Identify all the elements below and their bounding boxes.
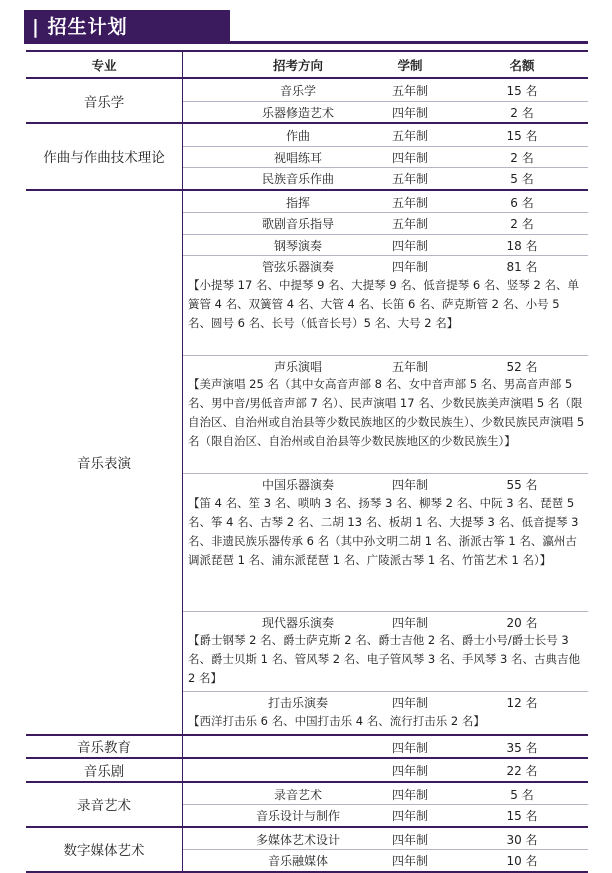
quota-cell: 15 名: [506, 84, 538, 98]
row-divider: [183, 101, 588, 102]
note-text: 【西洋打击乐 6 名、中国打击乐 4 名、流行打击乐 2 名】: [188, 713, 485, 728]
direction-cell: 打击乐演奏: [267, 696, 328, 710]
header-quota: 名额: [509, 58, 535, 73]
direction-cell: 管弦乐器演奏: [261, 260, 334, 274]
quota-cell: 81 名: [506, 260, 538, 274]
quota-cell: 12 名: [506, 696, 538, 710]
table-header-row: [26, 50, 588, 78]
note-text: 【笛 4 名、笙 3 名、唢呐 3 名、扬琴 3 名、柳琴 2 名、中阮 3 名、琵琶 5 名、筝 4 名、古琴 2 名、二胡 13 名、板胡 1 名、大提琴 3 名、低音提琴 3 名、非遗民族乐器传承 6 名（其中孙文明二胡 1 名、浙派古筝 1 名、瀛州古调派琵琶 1 名、浦东派琵琶 1 名、广陵派古琴 1 名、竹笛艺术 1 名）】: [188, 495, 579, 567]
duration-cell: 四年制: [391, 150, 428, 165]
direction-cell: 乐器修造艺术: [261, 105, 334, 120]
direction-cell: 民族音乐作曲: [261, 172, 334, 186]
direction-cell: 视唱练耳: [273, 150, 322, 165]
quota-cell: 30 名: [506, 832, 538, 847]
direction-cell: 现代器乐演奏: [261, 615, 334, 630]
row-divider: [183, 234, 588, 235]
direction-cell: 音乐融媒体: [267, 854, 328, 868]
duration-cell: 四年制: [391, 238, 428, 253]
row-divider: [183, 473, 588, 474]
section-title-text: 招生计划: [47, 16, 128, 38]
duration-cell: 四年制: [391, 105, 428, 120]
duration-cell: 四年制: [391, 260, 428, 274]
quota-cell: 20 名: [506, 615, 538, 630]
duration-cell: 五年制: [391, 359, 428, 374]
quota-cell: 6 名: [510, 195, 534, 210]
major-cell: 音乐剧: [83, 763, 125, 780]
direction-cell: 指挥: [285, 195, 310, 210]
header-top-rule: [26, 50, 588, 52]
header-duration: 学制: [397, 58, 423, 73]
duration-cell: 五年制: [391, 84, 428, 98]
row-divider: [183, 146, 588, 147]
duration-cell: 四年制: [391, 832, 428, 847]
duration-cell: 四年制: [391, 764, 428, 778]
direction-cell: 钢琴演奏: [273, 238, 322, 253]
duration-cell: 四年制: [391, 615, 428, 630]
direction-cell: 多媒体艺术设计: [255, 832, 340, 847]
major-cell: 作曲与作曲技术理论: [43, 150, 165, 167]
major-cell: 音乐学: [83, 94, 125, 111]
note-text: 【美声演唱 25 名（其中女高音声部 8 名、女中音声部 5 名、男高音声部 5 名、男中音/男低音声部 7 名）、民声演唱 17 名、少数民族美声演唱 5 名（限自治区、自治州或自治县等少数民族地区的少数民族生）、少数民族民声演唱 5 名（限自治区、自治州或自治县等少数民族地区的少数民族生）】: [188, 377, 585, 448]
direction-cell: 音乐设计与制作: [255, 809, 340, 823]
direction-cell: 歌剧音乐指导: [261, 217, 334, 231]
row-divider: [183, 212, 588, 213]
duration-cell: 五年制: [391, 172, 428, 186]
direction-cell: 中国乐器演奏: [261, 478, 334, 492]
quota-cell: 10 名: [506, 854, 538, 868]
direction-cell: 声乐演唱: [273, 359, 322, 374]
header-direction: 招考方向: [272, 58, 323, 73]
row-divider: [183, 167, 588, 168]
row-divider: [183, 804, 588, 805]
quota-cell: 2 名: [510, 217, 534, 231]
quota-cell: 5 名: [510, 172, 534, 186]
row-divider: [183, 611, 588, 612]
group-rule: [26, 871, 588, 873]
quota-cell: 35 名: [506, 740, 538, 755]
major-cell: 数字媒体艺术: [63, 843, 145, 859]
quota-cell: 22 名: [506, 764, 538, 778]
duration-cell: 四年制: [391, 740, 428, 755]
major-cell: 录音艺术: [77, 798, 131, 814]
header-major: 专业: [91, 58, 117, 73]
note-text: 【小提琴 17 名、中提琴 9 名、大提琴 9 名、低音提琴 6 名、竖琴 2 名、单簧管 4 名、双簧管 4 名、大管 4 名、长笛 6 名、萨克斯管 2 名、小号 5 名、圆号 6 名、长号（低音长号）5 名、大号 2 名】: [188, 277, 579, 330]
quota-cell: 5 名: [510, 787, 534, 802]
major-cell: 音乐教育: [77, 740, 131, 757]
duration-cell: 四年制: [391, 478, 428, 492]
quota-cell: 52 名: [506, 359, 538, 374]
quota-cell: 15 名: [506, 809, 538, 823]
direction-cell: 录音艺术: [273, 787, 322, 802]
duration-cell: 四年制: [391, 809, 428, 823]
section-header: [24, 10, 588, 44]
direction-cell: 作曲: [285, 129, 310, 143]
quota-cell: 2 名: [510, 105, 534, 120]
row-divider: [183, 691, 588, 692]
duration-cell: 四年制: [391, 787, 428, 802]
quota-cell: 18 名: [506, 238, 538, 253]
direction-cell: 音乐学: [279, 84, 316, 98]
quota-cell: 55 名: [506, 478, 538, 492]
note-text: 【爵士钢琴 2 名、爵士萨克斯 2 名、爵士吉他 2 名、爵士小号/爵士长号 3 名、爵士贝斯 1 名、管风琴 2 名、电子管风琴 3 名、手风琴 3 名、古典吉他 2 名】: [188, 633, 581, 685]
row-divider: [183, 255, 588, 256]
row-divider: [183, 355, 588, 356]
duration-cell: 四年制: [391, 854, 428, 868]
section-title: | 招生计划: [24, 10, 230, 44]
row-divider: [183, 849, 588, 850]
column-divider: [182, 50, 183, 873]
duration-cell: 四年制: [391, 696, 428, 710]
title-underline: [230, 41, 588, 44]
duration-cell: 五年制: [391, 217, 428, 231]
quota-cell: 15 名: [506, 129, 538, 143]
major-cell: 音乐表演: [77, 456, 131, 472]
duration-cell: 五年制: [391, 195, 428, 210]
duration-cell: 五年制: [391, 129, 428, 143]
quota-cell: 2 名: [510, 150, 534, 165]
